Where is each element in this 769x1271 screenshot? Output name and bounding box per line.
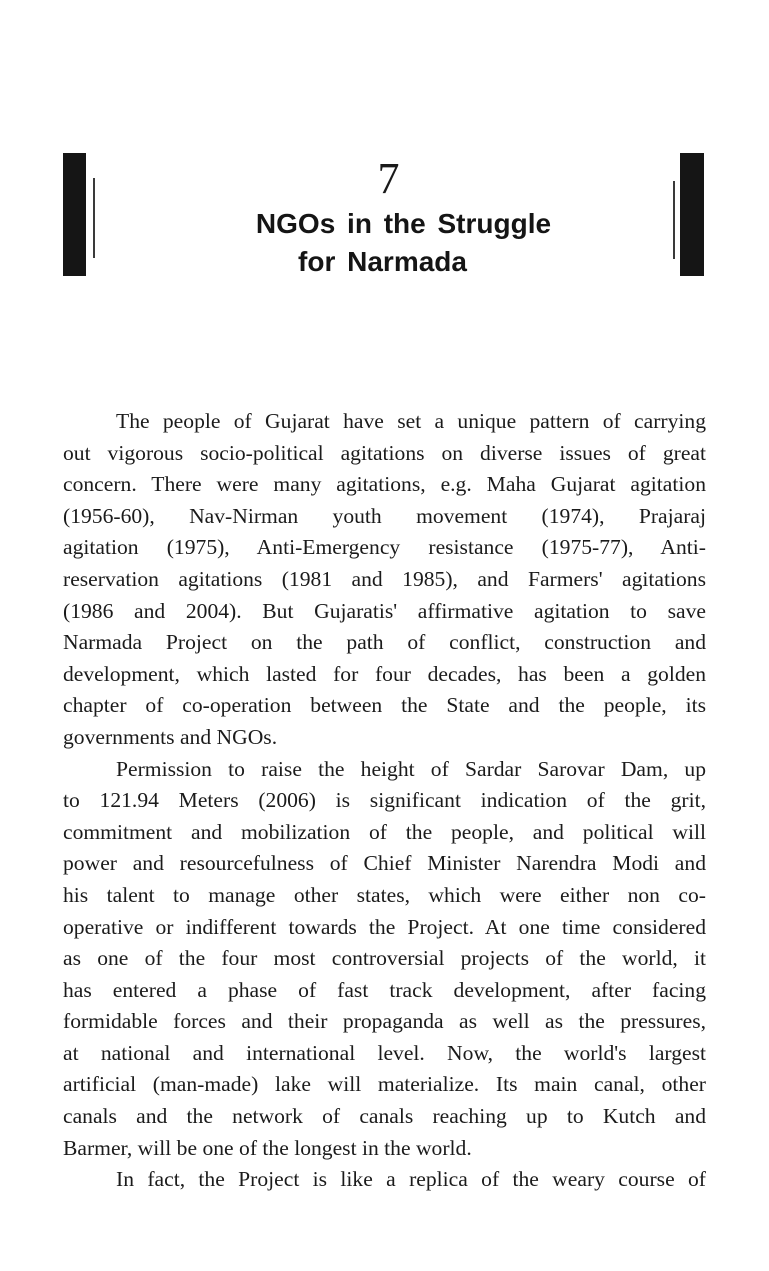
chapter-title-line-1: NGOs in the Struggle (255, 208, 552, 239)
chapter-title-line-2: for Narmada (298, 246, 467, 277)
paragraph (63, 754, 706, 1165)
text-line: concern. There were many agitations, e.g. Maha Gujarat agitation (63, 472, 706, 497)
text-line: commitment and mobilization of the people, and political will (63, 819, 706, 844)
text-line: The people of Gujarat have set a unique pattern of carrying (116, 409, 706, 433)
paragraph (63, 406, 706, 754)
text-line: (1956-60), Nav-Nirman youth movement (1974), Prajaraj (63, 503, 706, 528)
text-line: Permission to raise the height of Sardar Sarovar Dam, up (116, 756, 706, 781)
chapter-number: 7 (377, 154, 400, 203)
text-line: at national and international level. Now, the world's largest (63, 1040, 706, 1065)
chapter-title (0, 205, 769, 281)
text-line: power and resourcefulness of Chief Minister Narendra Modi and (63, 851, 706, 876)
text-line: to 121.94 Meters (2006) is significant indication of the grit, (63, 788, 706, 813)
text-line: agitation (1975), Anti-Emergency resistance (1975-77), Anti- (63, 535, 706, 560)
text-line: operative or indifferent towards the Project. At one time considered (63, 914, 706, 939)
text-line: Barmer, will be one of the longest in the world. (63, 1135, 472, 1160)
text-line: Narmada Project on the path of conflict, construction and (63, 630, 706, 655)
text-line: In fact, the Project is like a replica of the weary course of (116, 1167, 706, 1192)
paragraph (63, 1164, 706, 1196)
text-line: formidable forces and their propaganda as well as the pressures, (63, 1009, 706, 1034)
text-line: (1986 and 2004). But Gujaratis' affirmative agitation to save (63, 598, 706, 623)
text-line: development, which lasted for four decades, has been a golden (63, 661, 706, 686)
text-line: governments and NGOs. (63, 724, 278, 749)
text-line: as one of the four most controversial projects of the world, it (63, 946, 706, 971)
text-line: artificial (man-made) lake will materialize. Its main canal, other (63, 1072, 706, 1097)
text-line: his talent to manage other states, which were either non co- (63, 882, 706, 907)
text-line: canals and the network of canals reaching up to Kutch and (63, 1104, 706, 1129)
text-line: reservation agitations (1981 and 1985), and Farmers' agitations (63, 566, 706, 591)
body-text (63, 406, 706, 1196)
text-line: has entered a phase of fast track development, after facing (63, 977, 706, 1002)
text-line: out vigorous socio-political agitations on diverse issues of great (63, 440, 706, 465)
text-line: chapter of co-operation between the State and the people, its (63, 693, 706, 718)
